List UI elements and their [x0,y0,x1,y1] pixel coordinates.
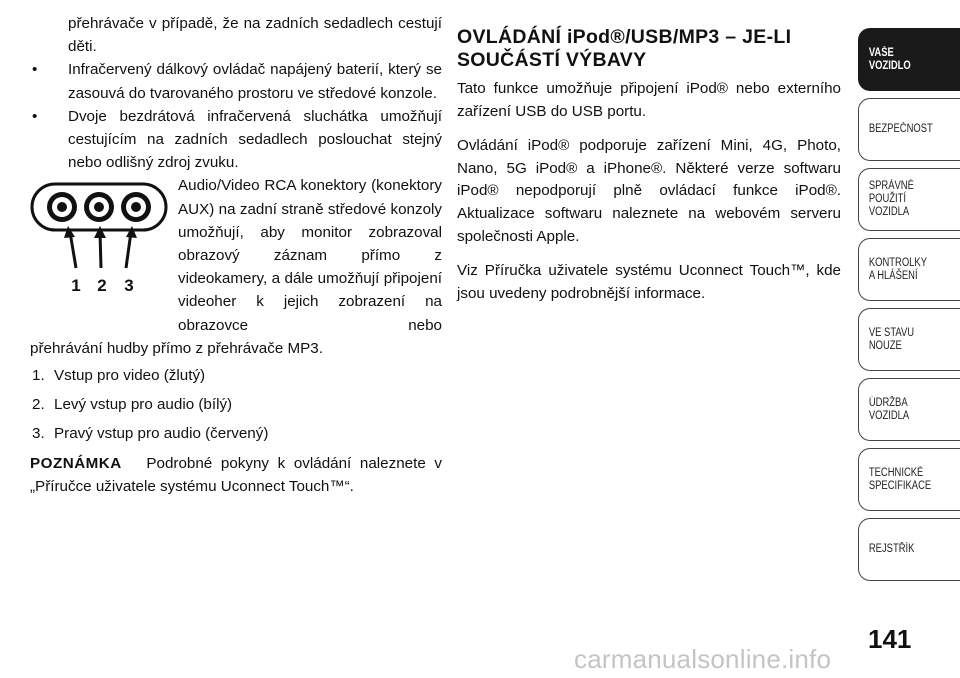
bullet-item [30,58,442,104]
list-item [30,364,442,387]
tab-technicke-specifikace[interactable] [858,448,960,511]
note [30,452,442,498]
watermark: carmanualsonline.info [574,644,832,674]
paragraph: Ovládání iPod® podporuje zařízení Mini, 4G, Photo, Nano, 5G iPod® a iPhone®. Některé verze softwaru iPod® nepodporují plně ovládací funkce iPod®. Aktualizace softwaru naleznete na webovém serveru společnosti Apple. [457,137,841,245]
tab-label: VE STAVU NOUZE [868,326,915,352]
chapter-tabs [858,28,960,588]
section-heading: OVLÁDÁNÍ iPod®/USB/MP3 – JE-LI SOUČÁSTÍ VÝBAVY [457,26,792,71]
page-number: 141 [868,624,912,654]
intro-continuation: přehrávače v případě, že na zadních sedadlech cestují děti. [68,15,442,56]
tab-ve-stavu-nouze[interactable] [858,308,960,371]
list-item [30,393,442,416]
bullet-icon: • [32,61,38,79]
list-number: 2. [32,396,45,414]
tab-label: VAŠE VOZIDLO [868,46,911,72]
arrow-up-icon [64,226,76,268]
rca-description-tail: přehrávání hudby přímo z přehrávače MP3. [30,339,323,357]
note-label: POZNÁMKA [30,454,122,472]
figure-label: 3 [124,276,134,296]
tab-bezpecnost[interactable] [858,98,960,161]
right-column [457,26,841,317]
tab-label: SPRÁVNÉ POUŽITÍ VOZIDLA [868,180,914,218]
audio-left-jack-icon [84,192,114,222]
tab-label: ÚDRŽBA VOZIDLA [868,396,910,422]
list-number: 3. [32,425,45,443]
figure-label: 1 [71,276,81,296]
figure-label: 2 [97,276,107,296]
list-text: Pravý vstup pro audio (červený) [54,425,269,443]
tab-kontrolky[interactable] [858,238,960,301]
rca-connector-figure [30,178,170,298]
paragraph: Tato funkce umožňuje připojení iPod® nebo externího zařízení USB do USB portu. [457,80,841,120]
bullet-text: Infračervený dálkový ovládač napájený baterií, který se zasouvá do tvarovaného prostoru ve středové konzole. [68,61,442,102]
numbered-list [30,364,442,446]
tab-label: KONTROLKY A HLÁŠENÍ [868,256,928,282]
video-jack-icon [47,192,77,222]
paragraph: Viz Příručka uživatele systému Uconnect Touch™, kde jsou uvedeny podrobnější informace. [457,262,841,302]
tab-spravne-pouziti[interactable] [858,168,960,231]
tab-label: REJSTŘÍK [868,543,915,555]
note-text: Podrobné pokyny k ovládání naleznete v „Příručce uživatele systému Uconnect Touch™“. [30,454,442,495]
left-column [30,12,442,498]
tab-udrzba[interactable] [858,378,960,441]
tab-label: TECHNICKÉ SPECIFIKACE [868,466,932,492]
tab-label: BEZPEČNOST [868,123,933,135]
list-text: Levý vstup pro audio (bílý) [54,396,233,414]
audio-right-jack-icon [121,192,151,222]
list-number: 1. [32,367,45,385]
bullet-item [30,105,442,175]
list-item [30,422,442,445]
bullet-icon: • [32,107,38,125]
rca-description: Audio/Video RCA konektory (konektory AUX) na zadní straně středové konzoly umožňují, aby monitor zobrazoval obrazový záznam přímo z videokamery, a dále umožňují připojení videoher k jejich zobrazení na obrazovce nebo [178,177,442,334]
rca-section [30,174,442,360]
arrow-up-icon [94,226,106,268]
tab-vase-vozidlo[interactable] [858,28,960,91]
arrow-up-icon [126,226,137,268]
list-text: Vstup pro video (žlutý) [54,367,206,385]
tab-rejstrik[interactable] [858,518,960,581]
bullet-text: Dvoje bezdrátová infračervená sluchátka umožňují cestujícím na zadních sedadlech poslouchat stejný nebo odlišný zdroj zvuku. [68,107,442,172]
